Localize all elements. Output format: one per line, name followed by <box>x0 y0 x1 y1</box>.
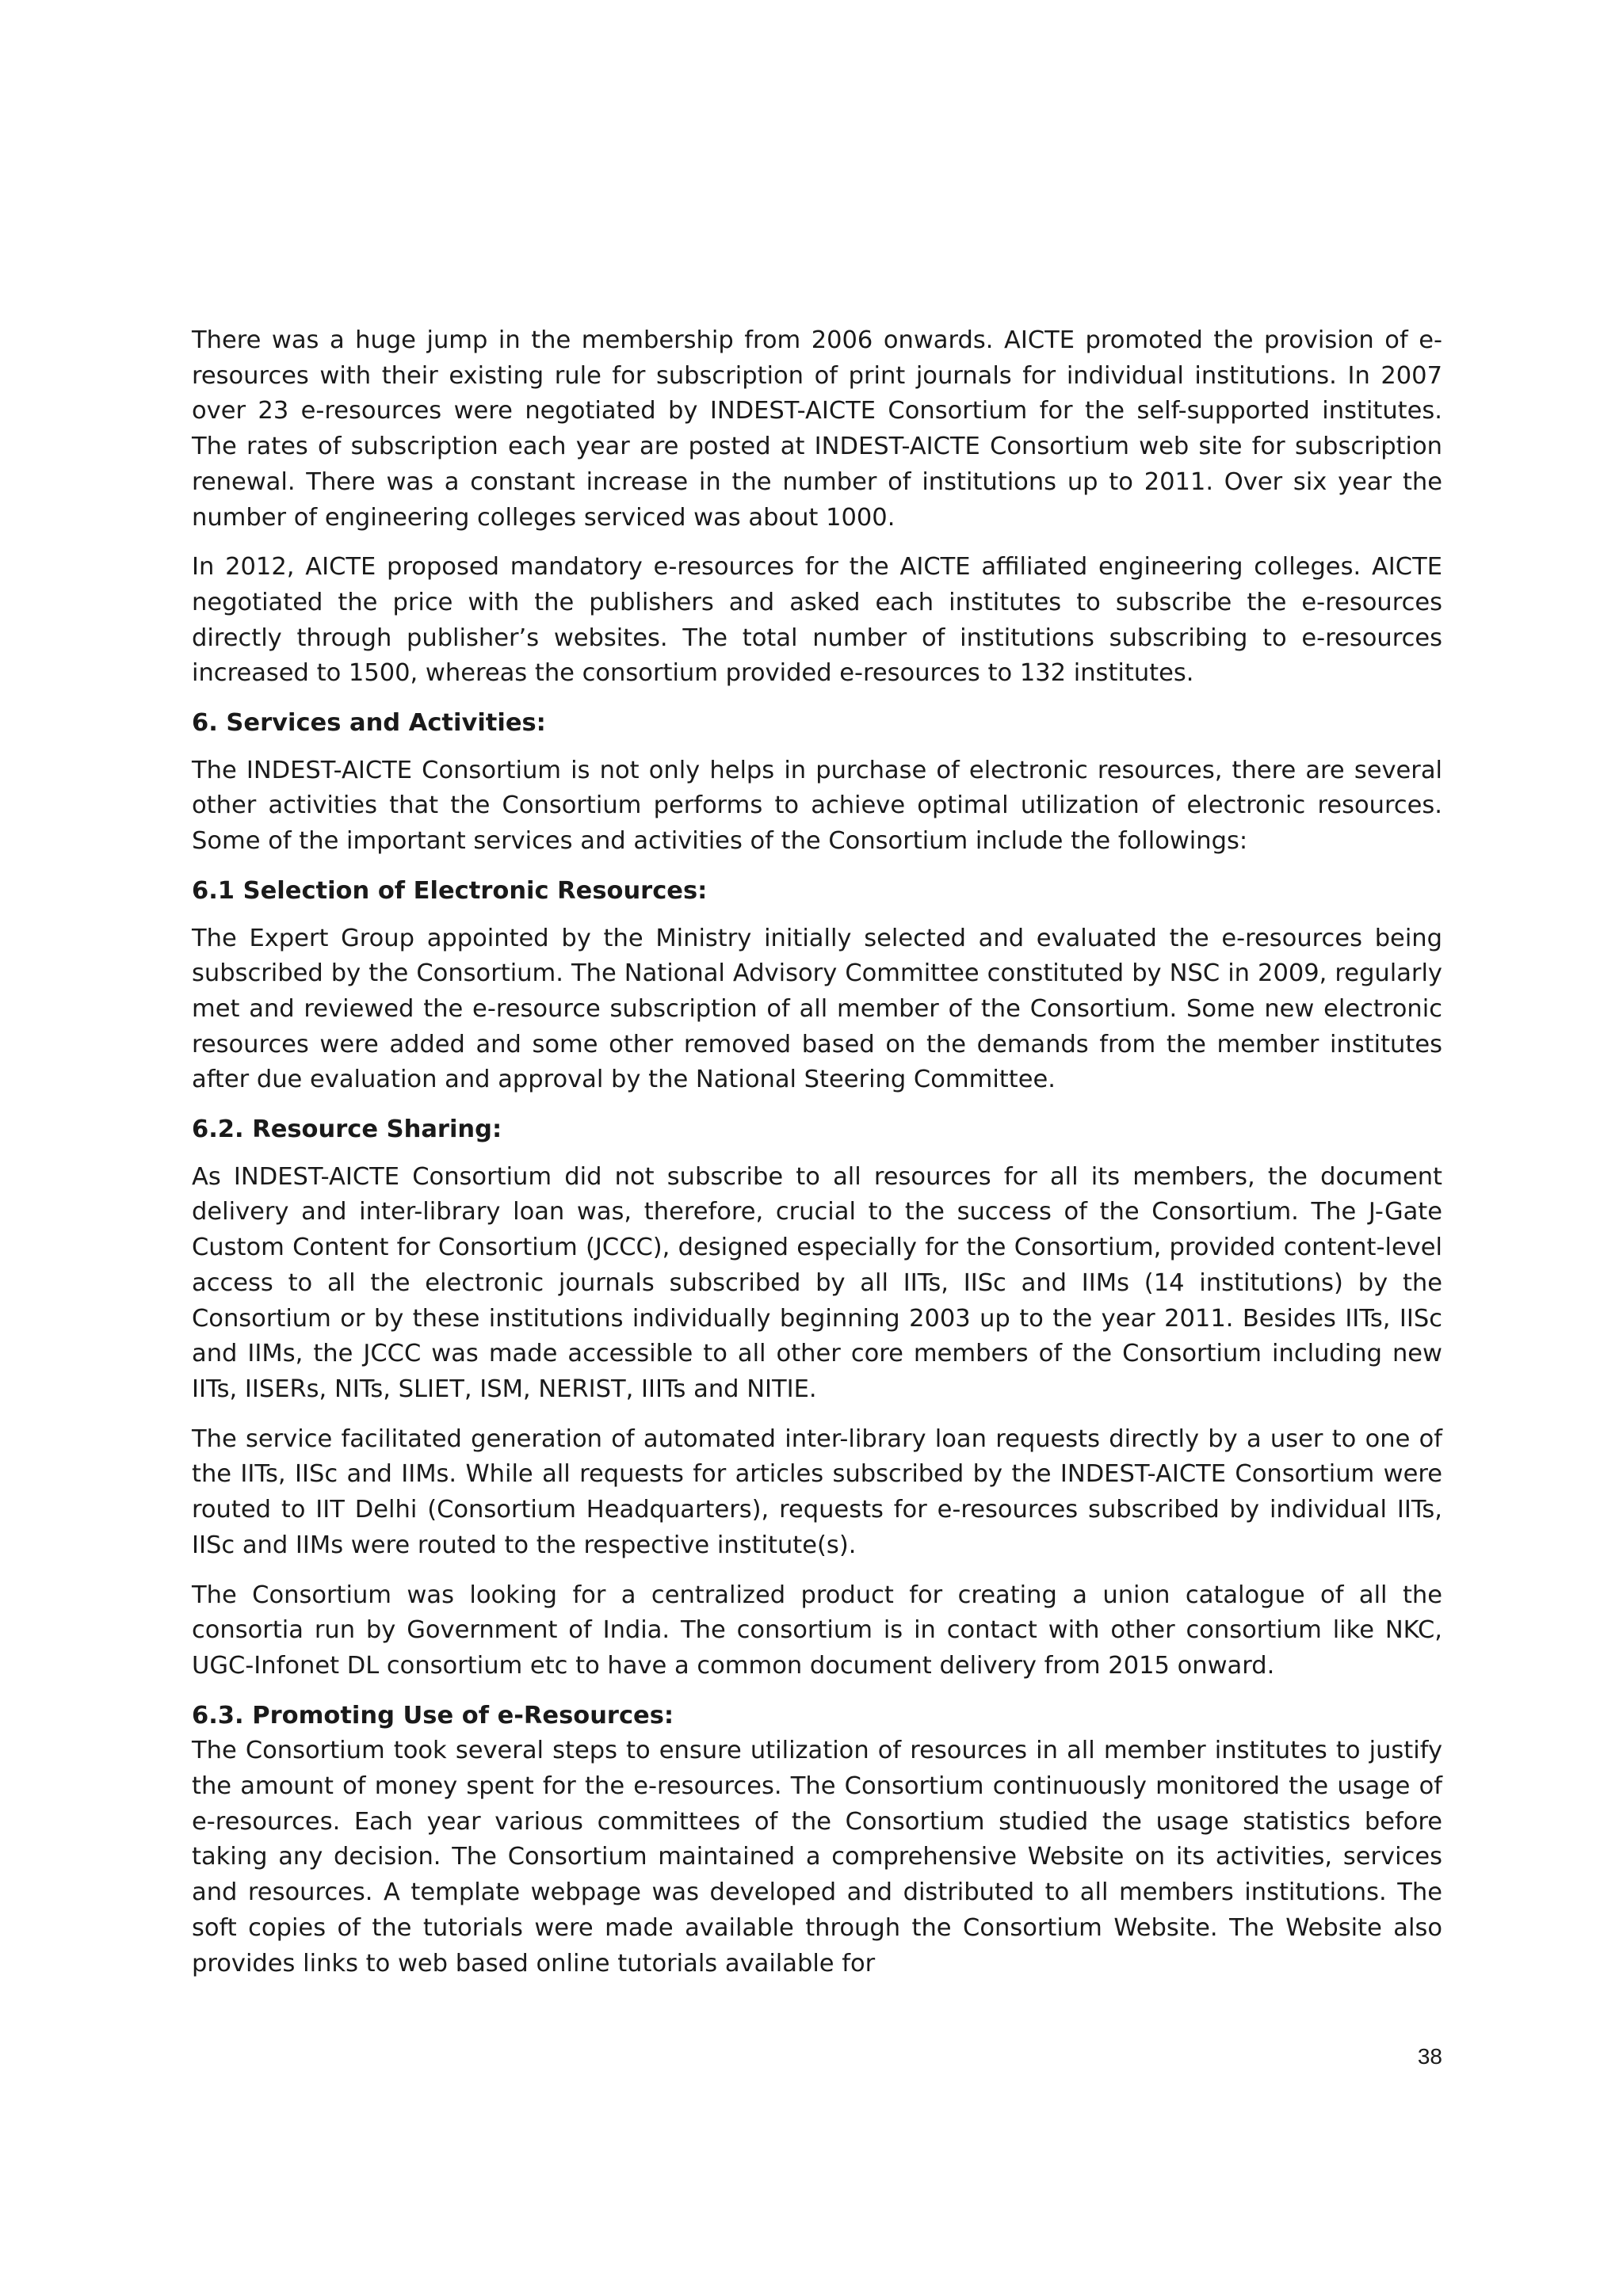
resource-sharing-paragraph-2: The service facilitated generation of automated inter-library loan requests directly by a user to one of the IITs, IISc and IIMs. While all requests for articles subscribed by the INDEST-AICTE Consortium were routed to IIT Delhi (Consortium Headquarters), requests for e-resources subscribed by individual IITs, IISc and IIMs were routed to the respective institute(s). <box>192 1425 1442 1559</box>
section-heading-promoting-use: 6.3. Promoting Use of e-Resources: <box>192 1701 674 1730</box>
selection-e-resources-paragraph: The Expert Group appointed by the Ministry initially selected and evaluated the e-resources being subscribed by the Consortium. The National Advisory Committee constituted by NSC in 2009, regularly met and reviewed the e-resource subscription of all member of the Consortium. Some new electronic resources were added and some other removed based on the demands from the member institutes after due evaluation and approval by the National Steering Committee. <box>192 924 1442 1094</box>
resource-sharing-paragraph-1: As INDEST-AICTE Consortium did not subscribe to all resources for all its members, the document delivery and inter-library loan was, therefore, crucial to the success of the Consortium. The J-Gate Custom Content for Consortium (JCCC), designed especially for the Consortium, provided content-level access to all the electronic journals subscribed by all IITs, IISc and IIMs (14 institutions) by the Consortium or by these institutions individually beginning 2003 up to the year 2011. Besides IITs, IISc and IIMs, the JCCC was made accessible to all other core members of the Consortium including new IITs, IISERs, NITs, SLIET, ISM, NERIST, IIITs and NITIE. <box>192 1162 1442 1403</box>
page-body <box>192 323 1442 1996</box>
services-activities-paragraph: The INDEST-AICTE Consortium is not only helps in purchase of electronic resources, there are several other activities that the Consortium performs to achieve optimal utilization of electronic resources. Some of the important services and activities of the Consortium include the followings: <box>192 756 1442 856</box>
section-heading-resource-sharing: 6.2. Resource Sharing: <box>192 1116 502 1144</box>
promoting-use-paragraph: The Consortium took several steps to ensure utilization of resources in all member institutes to justify the amount of money spent for the e-resources. The Consortium continuously monitored the usage of e-resources. Each year various committees of the Consortium studied the usage statistics before taking any decision. The Consortium maintained a comprehensive Website on its activities, services and resources. A template webpage was developed and distributed to all members institutions. The soft copies of the tutorials were made available through the Consortium Website. The Website also provides links to web based online tutorials available for <box>192 1737 1442 1978</box>
intro-paragraph-2: In 2012, AICTE proposed mandatory e-resources for the AICTE affiliated engineering colleges. AICTE negotiated the price with the publishers and asked each institutes to subscribe the e-resources directly through publisher’s websites. The total number of institutions subscribing to e-resources increased to 1500, whereas the consortium provided e-resources to 132 institutes. <box>192 553 1442 688</box>
resource-sharing-paragraph-3: The Consortium was looking for a centralized product for creating a union catalogue of all the consortia run by Government of India. The consortium is in contact with other consortium like NKC, UGC-Infonet DL consortium etc to have a common document delivery from 2015 onward. <box>192 1581 1442 1680</box>
section-heading-selection-e-resources: 6.1 Selection of Electronic Resources: <box>192 876 708 905</box>
intro-paragraph-1: There was a huge jump in the membership from 2006 onwards. AICTE promoted the provision of e-resources with their existing rule for subscription of print journals for individual institutions. In 2007 over 23 e-resources were negotiated by INDEST-AICTE Consortium for the self-supported institutes. The rates of subscription each year are posted at INDEST-AICTE Consortium web site for subscription renewal. There was a constant increase in the number of institutions up to 2011. Over six year the number of engineering colleges serviced was about 1000. <box>192 326 1442 532</box>
section-heading-services-activities: 6. Services and Activities: <box>192 709 546 738</box>
page-number: 38 <box>1417 2044 1442 2069</box>
